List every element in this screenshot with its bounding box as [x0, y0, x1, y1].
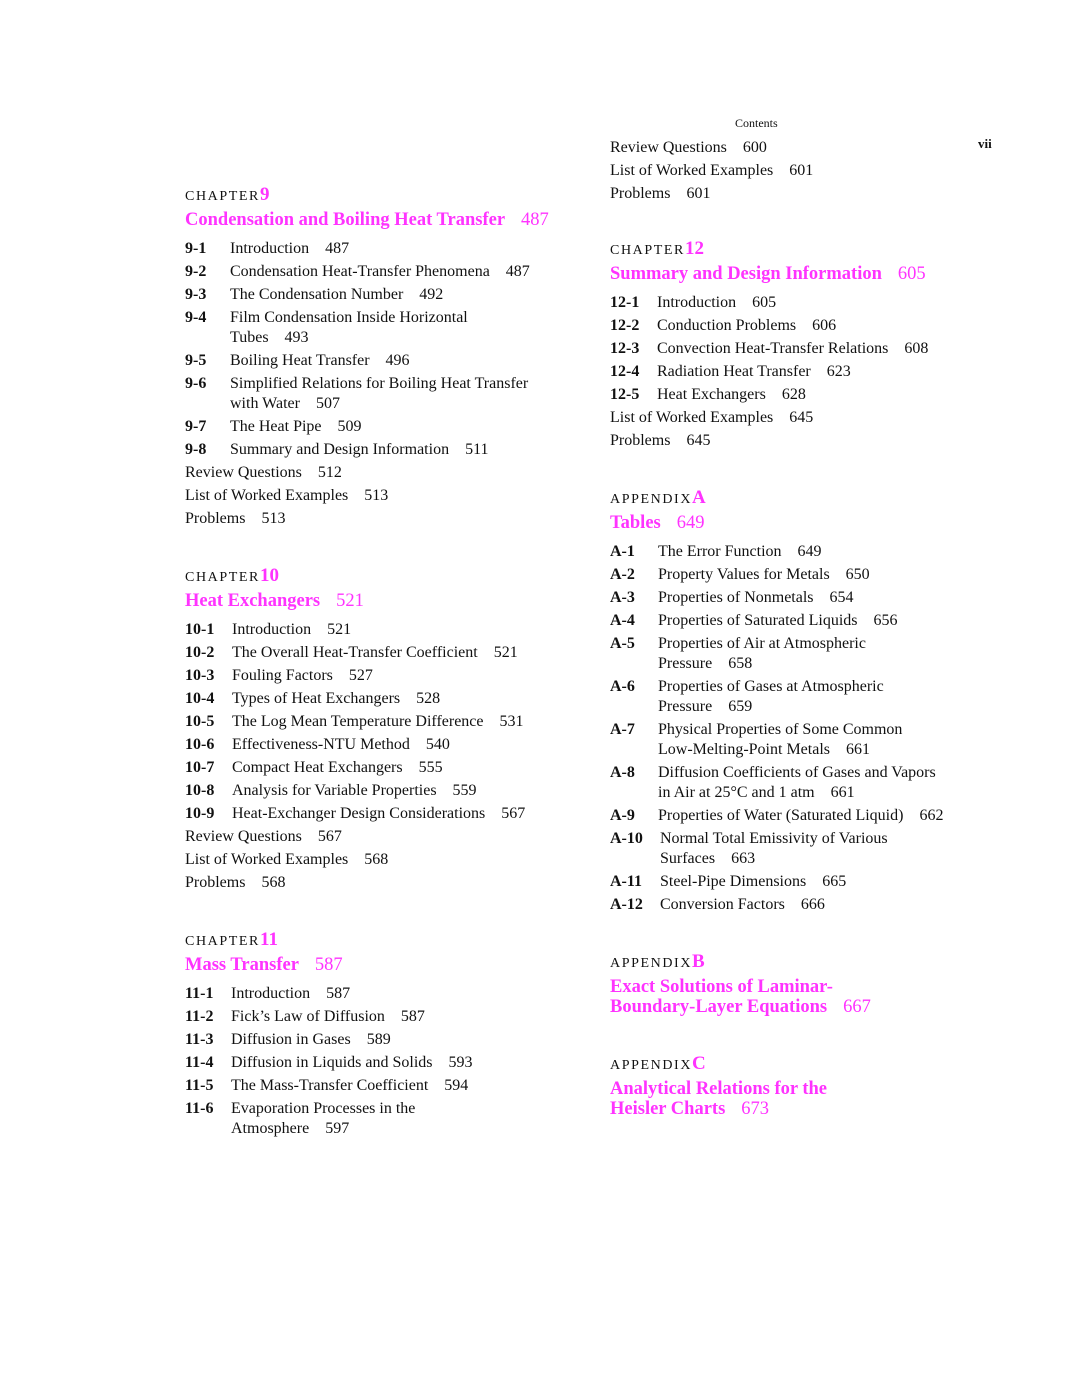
entry-page: 568 — [261, 874, 286, 891]
entry-title — [230, 239, 349, 259]
entry-title-line: Surfaces 663 — [660, 850, 756, 867]
entry-page: 608 — [904, 340, 929, 357]
entry-page: 593 — [448, 1054, 473, 1071]
entry-number: 11-3 — [185, 1031, 214, 1048]
entry-title-line: The Error Function 649 — [658, 543, 822, 560]
toc-entry[interactable] — [185, 735, 605, 755]
entry-title-line: The Heat Pipe 509 — [230, 418, 362, 435]
entry-title-line: Physical Properties of Some Common — [658, 721, 903, 738]
toc-entry[interactable] — [610, 316, 1030, 336]
toc-section-a — [610, 486, 1030, 915]
entry-page: 540 — [425, 736, 450, 753]
entry-page: 663 — [731, 850, 756, 867]
entry-title — [230, 417, 362, 437]
entry-page: 623 — [826, 363, 851, 380]
entry-title — [232, 666, 373, 686]
entry-title-line: Heat Exchangers 628 — [657, 386, 806, 403]
entry-title — [231, 984, 350, 1004]
toc-entry[interactable] — [610, 872, 1030, 892]
section-title-line: Condensation and Boiling Heat Transfer 487 — [185, 210, 549, 230]
toc-entry[interactable] — [185, 850, 605, 870]
toc-entry[interactable] — [185, 1007, 605, 1027]
entry-title — [232, 735, 450, 755]
entry-page: 628 — [781, 386, 806, 403]
entry-number: A-11 — [610, 873, 642, 890]
entry-title — [232, 712, 524, 732]
entry-number: 9-2 — [185, 263, 207, 280]
entry-title — [658, 763, 936, 803]
section-title-line: Heisler Charts 673 — [610, 1099, 770, 1119]
entry-title-line: Tubes 493 — [230, 329, 309, 346]
entry-title-line: Steel-Pipe Dimensions 665 — [660, 873, 847, 890]
entry-title-line: Simplified Relations for Boiling Heat Transfer — [230, 375, 529, 392]
section-label — [610, 950, 1030, 974]
entry-page: 509 — [337, 418, 362, 435]
toc-entry[interactable] — [610, 720, 1030, 760]
entry-title — [230, 308, 468, 348]
entry-page: 650 — [845, 566, 870, 583]
entry-title — [657, 293, 776, 313]
entry-title — [657, 316, 836, 336]
toc-section-10 — [185, 564, 605, 893]
entry-number: A-5 — [610, 635, 635, 652]
entry-title: List of Worked Examples — [185, 851, 349, 868]
toc-entry[interactable] — [610, 362, 1030, 382]
entry-title-line: Properties of Air at Atmospheric — [658, 635, 866, 652]
entry-page: 496 — [385, 352, 410, 369]
section-kind: CHAPTER — [610, 243, 685, 258]
entry-title-line: Property Values for Metals 650 — [658, 566, 870, 583]
entry-title-line: Summary and Design Information 511 — [230, 441, 489, 458]
chapter-11-end-matter — [610, 138, 1030, 204]
toc-left-column — [185, 183, 605, 1174]
section-title[interactable] — [610, 264, 1030, 284]
toc-entry[interactable] — [185, 463, 605, 483]
section-kind: CHAPTER — [185, 570, 260, 585]
entry-title — [232, 781, 477, 801]
section-title-line: Mass Transfer 587 — [185, 955, 343, 975]
entry-title — [230, 351, 410, 371]
toc-entry[interactable] — [185, 351, 605, 371]
entry-number: 10-4 — [185, 690, 215, 707]
toc-entry[interactable] — [185, 417, 605, 437]
entry-title-line: Properties of Gases at Atmospheric — [658, 678, 884, 695]
toc-entry[interactable] — [610, 895, 1030, 915]
toc-entry[interactable] — [185, 873, 605, 893]
entry-title-line: Film Condensation Inside Horizontal — [230, 309, 468, 326]
section-page: 649 — [676, 513, 705, 533]
entry-title-line: Pressure 659 — [658, 698, 753, 715]
entry-title-line: Normal Total Emissivity of Various — [660, 830, 888, 847]
entry-title — [232, 689, 440, 709]
page-number: vii — [978, 136, 992, 151]
entry-title — [657, 362, 851, 382]
entry-title-line: Properties of Saturated Liquids 656 — [658, 612, 898, 629]
entry-page: 513 — [364, 487, 389, 504]
entry-number: 11-4 — [185, 1054, 214, 1071]
entry-page: 645 — [686, 432, 711, 449]
section-title-line: Heat Exchangers 521 — [185, 591, 364, 611]
entry-title: Problems — [610, 185, 671, 202]
entry-number: A-4 — [610, 612, 635, 629]
entry-number: 10-2 — [185, 644, 215, 661]
toc-entry[interactable] — [610, 339, 1030, 359]
section-kind: CHAPTER — [185, 934, 260, 949]
section-number: 11 — [260, 929, 278, 950]
toc-entry[interactable] — [185, 620, 605, 640]
entry-number: 12-1 — [610, 294, 640, 311]
toc-entry[interactable] — [185, 374, 605, 414]
section-kind: APPENDIX — [610, 956, 693, 971]
toc-entry[interactable] — [185, 262, 605, 282]
entry-title: Problems — [185, 510, 246, 527]
entry-page: 601 — [686, 185, 711, 202]
section-number: B — [692, 951, 705, 972]
entry-title-line: with Water 507 — [230, 395, 340, 412]
entry-number: 11-1 — [185, 985, 214, 1002]
entry-page: 559 — [452, 782, 477, 799]
entry-title — [232, 620, 351, 640]
entry-title: List of Worked Examples — [610, 162, 774, 179]
toc-entry[interactable] — [185, 666, 605, 686]
toc-entry[interactable] — [610, 293, 1030, 313]
entry-page: 528 — [416, 690, 441, 707]
section-label — [610, 237, 1030, 261]
entry-title-line: in Air at 25°C and 1 atm 661 — [658, 784, 855, 801]
entry-number: 10-7 — [185, 759, 215, 776]
section-title[interactable] — [610, 1079, 1030, 1119]
toc-entry[interactable] — [185, 1053, 605, 1073]
entry-title-line: Properties of Nonmetals 654 — [658, 589, 854, 606]
entry-number: A-12 — [610, 896, 643, 913]
entry-title-line: Introduction 487 — [230, 240, 350, 257]
toc-entry[interactable] — [185, 1076, 605, 1096]
entry-number: A-1 — [610, 543, 635, 560]
entry-title — [231, 1030, 391, 1050]
entry-number: A-3 — [610, 589, 635, 606]
entry-number: 9-1 — [185, 240, 207, 257]
toc-entry[interactable] — [610, 385, 1030, 405]
entry-title — [230, 262, 530, 282]
toc-entry[interactable] — [610, 829, 1030, 869]
entry-title-line: Conduction Problems 606 — [657, 317, 837, 334]
entry-page: 587 — [400, 1008, 425, 1025]
entry-number: A-6 — [610, 678, 635, 695]
entry-title — [660, 895, 825, 915]
entry-number: A-2 — [610, 566, 635, 583]
toc-entry[interactable] — [185, 1030, 605, 1050]
toc-entry[interactable] — [185, 285, 605, 305]
entry-title — [658, 634, 866, 674]
entry-page: 492 — [419, 286, 444, 303]
entry-number: A-7 — [610, 721, 635, 738]
toc-entry[interactable] — [610, 677, 1030, 717]
entry-page: 521 — [327, 621, 352, 638]
entry-title-line: Diffusion in Gases 589 — [231, 1031, 391, 1048]
section-label — [185, 183, 605, 207]
entry-number: A-8 — [610, 764, 635, 781]
entry-page: 649 — [797, 543, 822, 560]
section-number: 12 — [685, 238, 704, 259]
entry-page: 513 — [261, 510, 286, 527]
section-title[interactable] — [610, 977, 1030, 1017]
entry-title-line: The Condensation Number 492 — [230, 286, 444, 303]
entry-title — [657, 385, 806, 405]
entry-page: 521 — [493, 644, 518, 661]
entry-page: 587 — [326, 985, 351, 1002]
section-number: 9 — [260, 184, 270, 205]
entry-title-line: Condensation Heat-Transfer Phenomena 487 — [230, 263, 530, 280]
entry-number: 10-6 — [185, 736, 215, 753]
section-kind: APPENDIX — [610, 492, 693, 507]
entry-number: 10-1 — [185, 621, 215, 638]
entry-page: 512 — [317, 464, 342, 481]
toc-section-11 — [185, 928, 605, 1139]
entry-title — [657, 339, 928, 359]
entry-number: 10-9 — [185, 805, 215, 822]
entry-title-line: Diffusion in Liquids and Solids 593 — [231, 1054, 473, 1071]
toc-entry[interactable] — [185, 486, 605, 506]
entry-title-line: Fick’s Law of Diffusion 587 — [231, 1008, 425, 1025]
toc-entry[interactable] — [185, 827, 605, 847]
entry-title-line: Boiling Heat Transfer 496 — [230, 352, 410, 369]
entry-page: 531 — [499, 713, 524, 730]
entry-title — [230, 374, 528, 414]
toc-entry[interactable] — [185, 1099, 605, 1139]
entry-title — [232, 643, 518, 663]
entry-page: 661 — [830, 784, 855, 801]
entry-title-line: Heat-Exchanger Design Considerations 567 — [232, 805, 526, 822]
entry-title-line: Pressure 658 — [658, 655, 753, 672]
section-number: 10 — [260, 565, 279, 586]
entry-title-line: Properties of Water (Saturated Liquid) 662 — [658, 807, 944, 824]
entry-title — [231, 1053, 473, 1073]
entry-page: 662 — [919, 807, 944, 824]
toc-entry[interactable] — [610, 611, 1030, 631]
section-label — [185, 928, 605, 952]
entry-title — [230, 440, 488, 460]
toc-entry[interactable] — [610, 431, 1030, 451]
section-number: C — [692, 1053, 706, 1074]
entry-page: 527 — [348, 667, 373, 684]
section-page: 605 — [897, 264, 926, 284]
entry-page: 589 — [366, 1031, 391, 1048]
section-title[interactable] — [185, 955, 605, 975]
entry-page: 600 — [742, 139, 767, 156]
entry-title — [658, 565, 870, 585]
section-title-line: Tables 649 — [610, 513, 705, 533]
entry-title-line: The Log Mean Temperature Difference 531 — [232, 713, 524, 730]
section-label — [185, 564, 605, 588]
section-kind: APPENDIX — [610, 1058, 693, 1073]
toc-entry[interactable] — [185, 984, 605, 1004]
entry-title — [232, 758, 443, 778]
toc-entry[interactable] — [185, 308, 605, 348]
entry-title-line: Fouling Factors 527 — [232, 667, 373, 684]
entry-title — [658, 806, 943, 826]
toc-section-b — [610, 950, 1030, 1017]
entry-number: 12-2 — [610, 317, 640, 334]
toc-section-12 — [610, 237, 1030, 451]
entry-page: 555 — [418, 759, 443, 776]
entry-number: 9-3 — [185, 286, 207, 303]
toc-entry[interactable] — [610, 184, 1030, 204]
entry-page: 597 — [325, 1120, 350, 1137]
entry-number: 10-3 — [185, 667, 215, 684]
entry-page: 645 — [789, 409, 814, 426]
toc-entry[interactable] — [185, 239, 605, 259]
entry-number: A-9 — [610, 807, 635, 824]
toc-entry[interactable] — [185, 643, 605, 663]
entry-title-line: Compact Heat Exchangers 555 — [232, 759, 443, 776]
entry-title: List of Worked Examples — [185, 487, 349, 504]
entry-title-line: Introduction 605 — [657, 294, 777, 311]
entry-number: A-10 — [610, 830, 643, 847]
entry-title-line: Radiation Heat Transfer 623 — [657, 363, 851, 380]
entry-number: 9-5 — [185, 352, 207, 369]
entry-page: 665 — [822, 873, 847, 890]
entry-page: 507 — [315, 395, 340, 412]
entry-page: 606 — [812, 317, 837, 334]
section-page: 521 — [336, 591, 364, 611]
toc-entry[interactable] — [610, 542, 1030, 562]
section-title-line: Exact Solutions of Laminar- — [610, 977, 833, 997]
entry-title-line: Types of Heat Exchangers 528 — [232, 690, 441, 707]
section-title[interactable] — [185, 210, 605, 230]
entry-page: 658 — [728, 655, 753, 672]
toc-entry[interactable] — [610, 161, 1030, 181]
entry-title: Review Questions — [610, 139, 727, 156]
entry-title — [660, 829, 888, 869]
section-page: 487 — [521, 210, 549, 230]
entry-title-line: Evaporation Processes in the — [231, 1100, 416, 1117]
toc-entry[interactable] — [610, 588, 1030, 608]
toc-section-9 — [185, 183, 605, 529]
entry-page: 659 — [728, 698, 753, 715]
toc-entry[interactable] — [185, 689, 605, 709]
toc-entry[interactable] — [185, 781, 605, 801]
entry-page: 601 — [789, 162, 814, 179]
toc-entry[interactable] — [610, 634, 1030, 674]
entry-number: 12-5 — [610, 386, 640, 403]
entry-page: 487 — [505, 263, 530, 280]
section-page: 667 — [843, 997, 871, 1017]
entry-number: 9-8 — [185, 441, 207, 458]
entry-number: 12-3 — [610, 340, 640, 357]
entry-page: 654 — [829, 589, 854, 606]
entry-number: 11-5 — [185, 1077, 214, 1094]
entry-title-line: Atmosphere 597 — [231, 1120, 350, 1137]
entry-title — [231, 1099, 415, 1139]
entry-page: 493 — [284, 329, 309, 346]
entry-page: 656 — [873, 612, 898, 629]
toc-entry[interactable] — [185, 712, 605, 732]
entry-title-line: The Overall Heat-Transfer Coefficient 521 — [232, 644, 518, 661]
entry-number: 12-4 — [610, 363, 640, 380]
entry-title — [658, 611, 898, 631]
entry-page: 487 — [325, 240, 350, 257]
entry-page: 661 — [845, 741, 870, 758]
entry-number: 10-8 — [185, 782, 215, 799]
entry-title: Review Questions — [185, 464, 302, 481]
entry-title — [232, 804, 525, 824]
toc-entry[interactable] — [610, 138, 1030, 158]
section-number: A — [692, 487, 706, 508]
entry-number: 10-5 — [185, 713, 215, 730]
toc-section-c — [610, 1052, 1030, 1119]
entry-title-line: Low-Melting-Point Metals 661 — [658, 741, 870, 758]
entry-number: 9-7 — [185, 418, 207, 435]
entry-number: 11-2 — [185, 1008, 214, 1025]
toc-entry[interactable] — [185, 758, 605, 778]
entry-title — [658, 542, 822, 562]
section-title-line: Boundary-Layer Equations 667 — [610, 997, 871, 1017]
entry-title — [230, 285, 443, 305]
toc-entry[interactable] — [185, 509, 605, 529]
entry-title — [658, 588, 854, 608]
entry-title — [231, 1076, 468, 1096]
entry-title: Review Questions — [185, 828, 302, 845]
entry-page: 567 — [317, 828, 342, 845]
entry-title-line: Diffusion Coefficients of Gases and Vapors — [658, 764, 936, 781]
entry-number: 9-4 — [185, 309, 207, 326]
entry-title — [660, 872, 846, 892]
toc-entry[interactable] — [610, 408, 1030, 428]
entry-title: Problems — [185, 874, 246, 891]
entry-title — [658, 677, 884, 717]
entry-page: 594 — [444, 1077, 469, 1094]
toc-entry[interactable] — [185, 804, 605, 824]
entry-title — [231, 1007, 425, 1027]
section-title-line: Summary and Design Information 605 — [610, 264, 926, 284]
entry-title-line: Introduction 587 — [231, 985, 351, 1002]
entry-title-line: Convection Heat-Transfer Relations 608 — [657, 340, 929, 357]
section-page: 673 — [741, 1099, 770, 1119]
entry-page: 567 — [501, 805, 526, 822]
entry-page: 666 — [800, 896, 825, 913]
toc-entry[interactable] — [610, 806, 1030, 826]
entry-page: 568 — [364, 851, 389, 868]
entry-title-line: Conversion Factors 666 — [660, 896, 825, 913]
entry-title-line: The Mass-Transfer Coefficient 594 — [231, 1077, 469, 1094]
toc-entry[interactable] — [610, 565, 1030, 585]
entry-title: Problems — [610, 432, 671, 449]
section-label — [610, 1052, 1030, 1076]
section-title[interactable] — [185, 591, 605, 611]
toc-entry[interactable] — [610, 763, 1030, 803]
entry-number: 9-6 — [185, 375, 207, 392]
toc-entry[interactable] — [185, 440, 605, 460]
section-title[interactable] — [610, 513, 1030, 533]
section-page: 587 — [314, 955, 343, 975]
entry-title: List of Worked Examples — [610, 409, 774, 426]
section-label — [610, 486, 1030, 510]
entry-title — [658, 720, 902, 760]
section-kind: CHAPTER — [185, 189, 260, 204]
entry-title-line: Introduction 521 — [232, 621, 352, 638]
entry-page: 511 — [465, 441, 489, 458]
running-title: Contents — [735, 116, 778, 130]
entry-number: 11-6 — [185, 1100, 214, 1117]
entry-title-line: Analysis for Variable Properties 559 — [232, 782, 477, 799]
toc-right-column — [610, 138, 1030, 1154]
section-title-line: Analytical Relations for the — [610, 1079, 828, 1099]
entry-page: 605 — [752, 294, 777, 311]
entry-title-line: Effectiveness-NTU Method 540 — [232, 736, 450, 753]
